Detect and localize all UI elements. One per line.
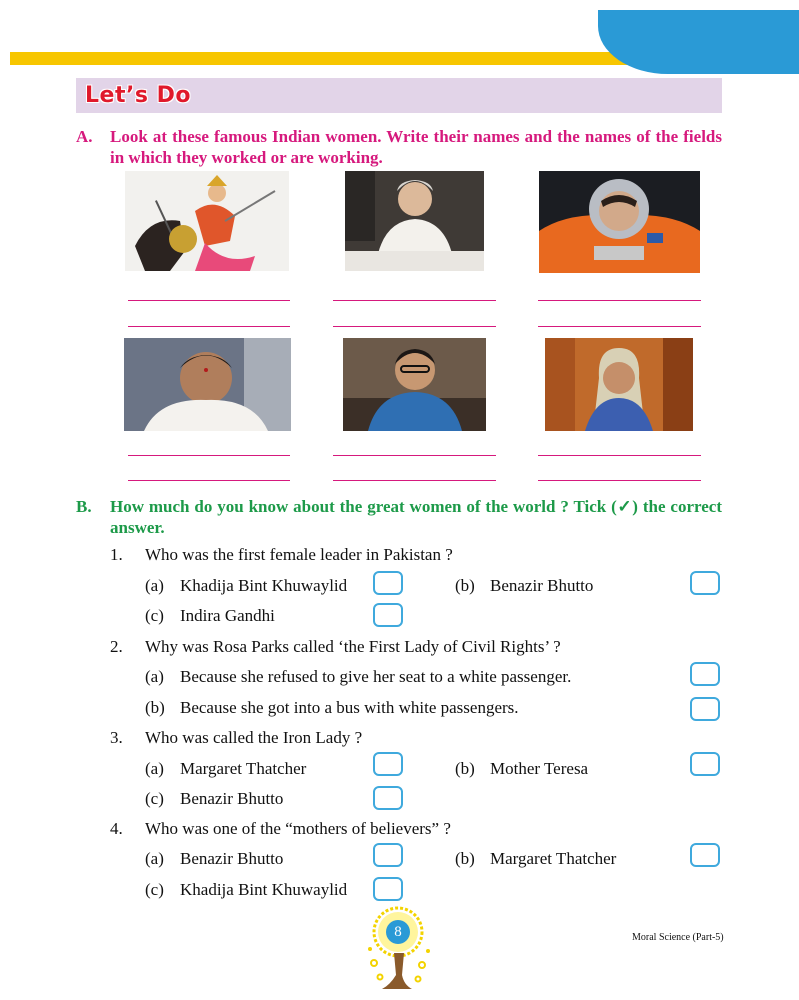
option-label: (c) [145,789,164,808]
option-text: Margaret Thatcher [490,849,617,868]
answer-line[interactable] [333,455,496,456]
option-label: (b) [455,576,475,595]
option-text: Benazir Bhutto [180,849,284,868]
section-a-letter: A. [76,127,93,146]
question-number: 3. [110,728,123,747]
option-label: (a) [145,849,164,868]
photo-warrior-queen [125,171,289,271]
photo-singer [124,338,291,431]
option-text: Because she got into a bus with white passengers. [180,698,519,717]
question-text: Who was the first female leader in Pakistan ? [145,545,453,564]
answer-line[interactable] [538,455,701,456]
option-label: (c) [145,606,164,625]
option-text: Indira Gandhi [180,606,275,625]
option-text: Khadija Bint Khuwaylid [180,880,348,899]
answer-line[interactable] [538,326,701,327]
option-label: (a) [145,576,164,595]
answer-line[interactable] [333,300,496,301]
option-text: Benazir Bhutto [490,576,594,595]
tick-checkbox[interactable] [373,877,403,901]
question-text: Who was called the Iron Lady ? [145,728,363,747]
answer-line[interactable] [128,300,290,301]
header-blue-tab [598,10,799,74]
tick-checkbox[interactable] [373,571,403,595]
book-title: Moral Science (Part-5) [632,932,724,943]
option-text: Mother Teresa [490,759,589,778]
option-label: (b) [455,759,475,778]
answer-line[interactable] [128,326,290,327]
option-label: (b) [455,849,475,868]
header-yellow-band [10,52,690,65]
photo-woman-in-blue [343,338,486,431]
question-number: 2. [110,637,123,656]
page-title: Let’s Do [85,83,191,108]
tick-checkbox[interactable] [690,752,720,776]
question-text: Why was Rosa Parks called ‘the First Lady of Civil Rights’ ? [145,637,561,656]
tick-checkbox[interactable] [373,752,403,776]
option-label: (a) [145,667,164,686]
question-number: 1. [110,545,123,564]
option-label: (b) [145,698,165,717]
answer-line[interactable] [333,480,496,481]
photo-woman-at-desk [345,171,484,271]
tick-checkbox[interactable] [690,697,720,721]
question-text: Who was one of the “mothers of believers” ? [145,819,451,838]
tick-checkbox[interactable] [690,571,720,595]
tick-checkbox[interactable] [373,603,403,627]
answer-line[interactable] [128,480,290,481]
option-text: Because she refused to give her seat to a white passenger. [180,667,572,686]
option-label: (a) [145,759,164,778]
question-number: 4. [110,819,123,838]
option-text: Khadija Bint Khuwaylid [180,576,348,595]
page-number: 8 [386,920,410,944]
photo-woman-in-saree [545,338,693,431]
tick-checkbox[interactable] [373,786,403,810]
answer-line[interactable] [538,300,701,301]
tick-checkbox[interactable] [690,843,720,867]
answer-line[interactable] [128,455,290,456]
option-text: Benazir Bhutto [180,789,284,808]
tick-checkbox[interactable] [373,843,403,867]
tree-emblem-icon [360,905,440,995]
option-label: (c) [145,880,164,899]
section-b-instruction: How much do you know about the great women of the world ? Tick (✓) the correct answer. [110,497,722,537]
photo-astronaut [539,171,700,273]
answer-line[interactable] [333,326,496,327]
tick-checkbox[interactable] [690,662,720,686]
section-a-instruction: Look at these famous Indian women. Write their names and the names of the fields in which they worked or are working. [110,127,722,167]
section-b-letter: B. [76,497,92,516]
answer-line[interactable] [538,480,701,481]
option-text: Margaret Thatcher [180,759,307,778]
